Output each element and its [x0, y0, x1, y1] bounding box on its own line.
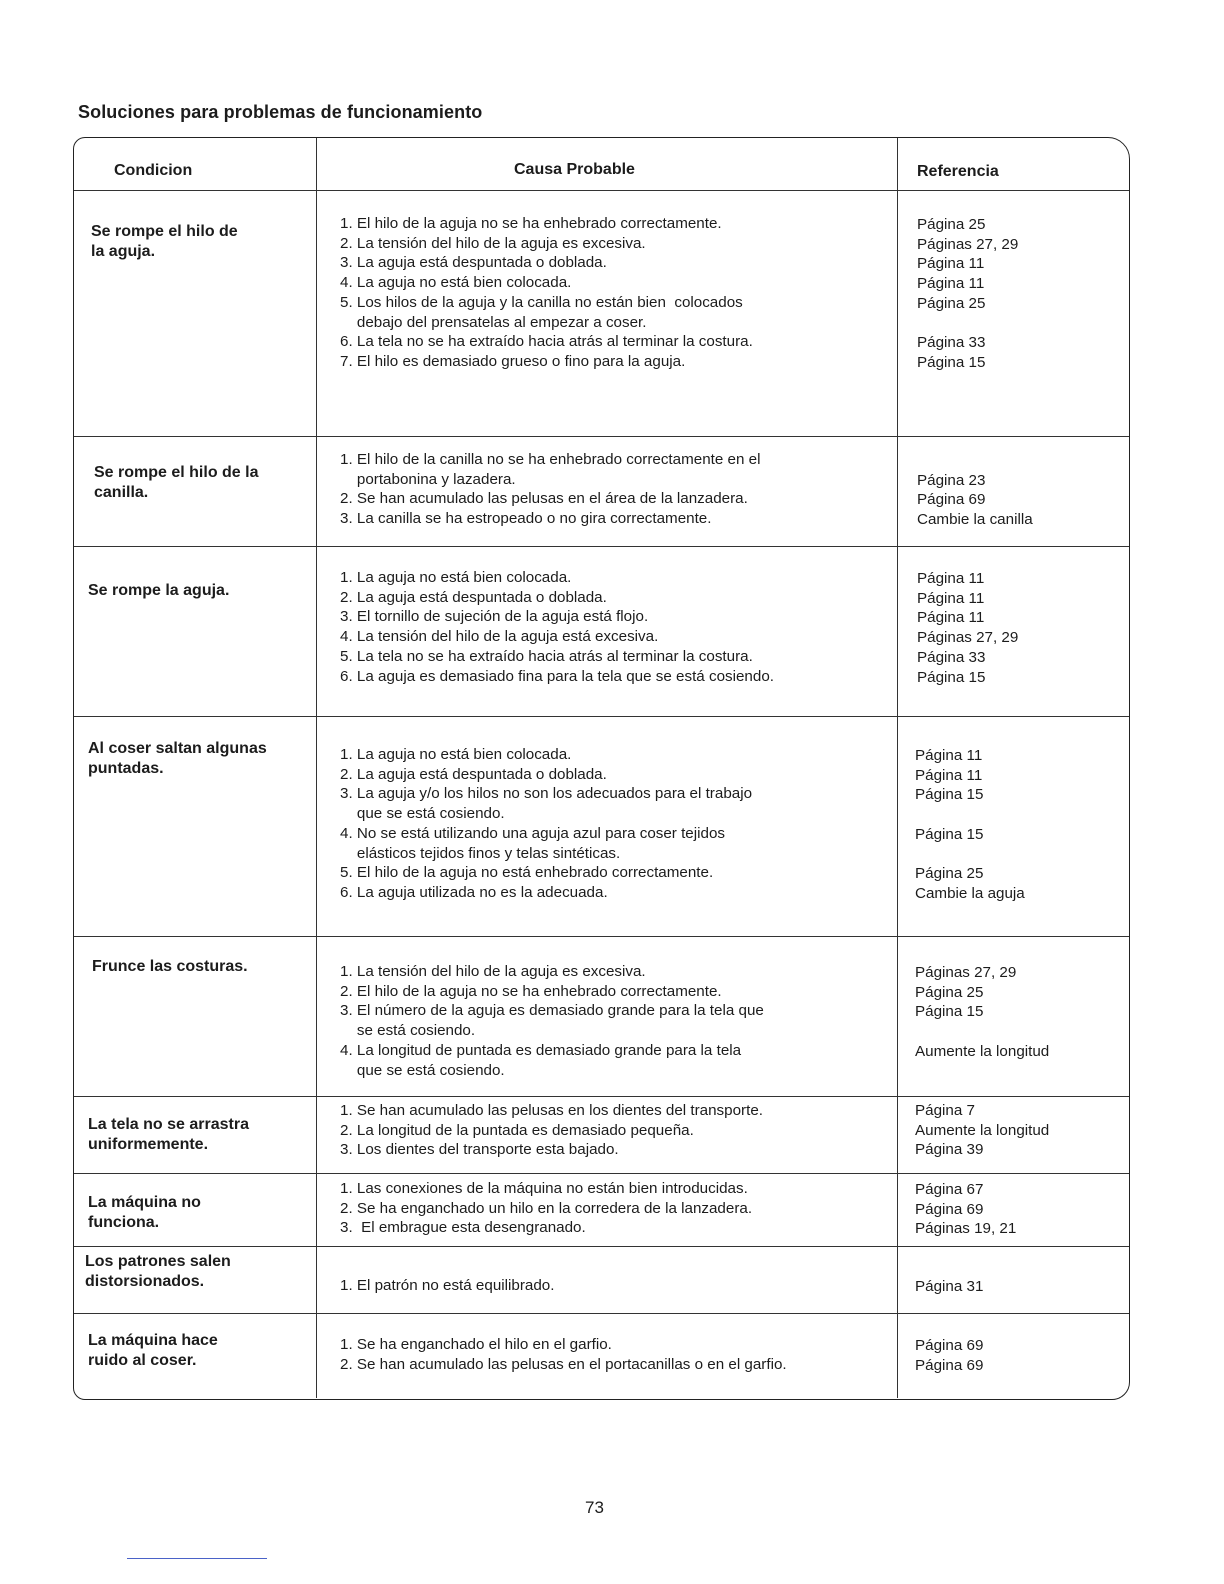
page-title: Soluciones para problemas de funcionamiento — [78, 102, 483, 122]
cause-item: se está cosiendo. — [340, 1022, 476, 1040]
column-divider — [897, 138, 898, 1398]
reference-item: Página 69 — [917, 491, 986, 509]
reference-item: Página 7 — [915, 1102, 975, 1119]
cause-list — [340, 1335, 787, 1374]
reference-item: Página 31 — [915, 1278, 984, 1295]
cause-item: 2. Se ha enganchado un hilo en la corredera de la lanzadera. — [340, 1199, 753, 1217]
cause-item: 1. Se ha enganchado el hilo en el garfio. — [340, 1336, 612, 1353]
cause-item: 1. La aguja no está bien colocada. — [340, 569, 572, 586]
reference-item: Aumente la longitud — [915, 1042, 1050, 1060]
condition-cell: Los patrones salen distorsionados. — [85, 1253, 231, 1290]
reference-list — [917, 215, 1018, 373]
reference-list — [915, 963, 1049, 1081]
reference-item: Página 11 — [917, 589, 985, 607]
reference-list — [917, 451, 1033, 530]
reference-item: Página 15 — [917, 668, 986, 686]
cause-item: 6. La aguja es demasiado fina para la tela que se está cosiendo. — [340, 667, 774, 685]
reference-item: Páginas 27, 29 — [917, 235, 1019, 253]
condition-cell: La máquina hace ruido al coser. — [88, 1332, 218, 1369]
reference-item: Página 23 — [917, 471, 986, 489]
reference-item: Aumente la longitud — [915, 1121, 1050, 1139]
reference-item: Página 11 — [917, 570, 985, 587]
reference-item: Página 15 — [917, 353, 986, 371]
cause-item: 1. Las conexiones de la máquina no están bien introducidas. — [340, 1180, 748, 1197]
condition-cell: Se rompe el hilo de la canilla. — [94, 464, 259, 501]
reference-item: Página 11 — [915, 766, 983, 784]
reference-item: Página 39 — [915, 1141, 984, 1159]
reference-item — [915, 805, 1025, 825]
cause-item: 1. El patrón no está equilibrado. — [340, 1277, 555, 1294]
reference-list — [915, 1277, 983, 1297]
condition-cell: Se rompe el hilo de la aguja. — [91, 223, 238, 260]
cause-item: 4. La longitud de puntada es demasiado grande para la tela — [340, 1041, 742, 1059]
cause-item: elásticos tejidos finos y telas sintéticas. — [340, 844, 621, 862]
reference-item: Página 67 — [915, 1181, 984, 1198]
cause-item: 6. La aguja utilizada no es la adecuada. — [340, 883, 608, 901]
cause-item: 3. La aguja y/o los hilos no son los adecuados para el trabajo — [340, 785, 753, 803]
row-divider — [74, 1173, 1129, 1174]
cause-item: 1. El hilo de la canilla no se ha enhebrado correctamente en el — [340, 451, 761, 468]
cause-item: 5. La tela no se ha extraído hacia atrás al terminar la costura. — [340, 647, 753, 665]
reference-item: Página 69 — [915, 1356, 984, 1374]
reference-item: Página 11 — [915, 747, 983, 764]
header-condition: Condicion — [114, 162, 193, 179]
row-divider — [74, 936, 1129, 937]
reference-item: Página 69 — [915, 1200, 984, 1218]
cause-item: 2. La tensión del hilo de la aguja es excesiva. — [340, 234, 646, 252]
row-divider — [74, 1096, 1129, 1097]
row-divider — [74, 546, 1129, 547]
row-divider — [74, 190, 1129, 191]
reference-item — [915, 1022, 1049, 1042]
reference-list — [917, 569, 1018, 687]
cause-list — [340, 962, 764, 1080]
row-divider — [74, 1246, 1129, 1247]
cause-item: 3. Los dientes del transporte esta bajado. — [340, 1141, 619, 1159]
reference-item: Página 15 — [915, 786, 984, 804]
reference-item: Página 25 — [917, 294, 986, 312]
cause-item: 2. La aguja está despuntada o doblada. — [340, 765, 607, 783]
reference-item: Página 25 — [915, 865, 984, 883]
cause-item: 1. El hilo de la aguja no se ha enhebrado correctamente. — [340, 215, 722, 232]
row-divider — [74, 716, 1129, 717]
cause-item: 3. El número de la aguja es demasiado grande para la tela que — [340, 1002, 764, 1020]
header-cause: Causa Probable — [514, 161, 635, 178]
cause-item: 7. El hilo es demasiado grueso o fino para la aguja. — [340, 352, 686, 370]
reference-item: Páginas 19, 21 — [915, 1220, 1017, 1238]
reference-list — [915, 1180, 1016, 1239]
cause-item: 1. La aguja no está bien colocada. — [340, 746, 572, 763]
cause-item: que se está cosiendo. — [340, 805, 505, 823]
page-number: 73 — [585, 1498, 604, 1517]
reference-list — [915, 1336, 983, 1375]
condition-cell: Al coser saltan algunas puntadas. — [88, 740, 267, 777]
cause-item: 3. El embrague esta desengranado. — [340, 1219, 586, 1237]
row-divider — [74, 1313, 1129, 1314]
reference-item: Página 11 — [917, 275, 985, 293]
cause-item: portabonina y lazadera. — [340, 470, 516, 488]
cause-list — [340, 1101, 763, 1160]
reference-item: Página 15 — [915, 1003, 984, 1021]
condition-cell: Se rompe la aguja. — [88, 582, 230, 599]
cause-item: 2. Se han acumulado las pelusas en el portacanillas o en el garfio. — [340, 1355, 787, 1373]
reference-item: Página 25 — [917, 216, 986, 233]
cause-item: 3. La aguja está despuntada o doblada. — [340, 254, 607, 272]
reference-item: Cambie la aguja — [915, 884, 1025, 902]
cause-list — [340, 745, 752, 903]
reference-item: Página 33 — [917, 334, 986, 352]
reference-item — [917, 314, 1018, 334]
cause-item: 4. La aguja no está bien colocada. — [340, 274, 572, 292]
reference-list — [915, 746, 1025, 904]
cause-item: 4. La tensión del hilo de la aguja está excesiva. — [340, 628, 659, 646]
cause-list — [340, 1179, 752, 1238]
cause-item: 3. El tornillo de sujeción de la aguja está flojo. — [340, 608, 649, 626]
reference-item: Página 15 — [915, 825, 984, 843]
reference-item: Página 25 — [915, 983, 984, 1001]
cause-item: 1. Se han acumulado las pelusas en los dientes del transporte. — [340, 1102, 763, 1119]
cause-item: 1. La tensión del hilo de la aguja es excesiva. — [340, 963, 646, 980]
cause-item: debajo del prensatelas al empezar a coser. — [340, 313, 647, 331]
row-divider — [74, 436, 1129, 437]
reference-item: Cambie la canilla — [917, 511, 1033, 529]
cause-item: 2. La longitud de la puntada es demasiado pequeña. — [340, 1121, 694, 1139]
condition-cell: Frunce las costuras. — [92, 958, 248, 975]
cause-item: 2. Se han acumulado las pelusas en el área de la lanzadera. — [340, 490, 748, 508]
reference-item — [915, 845, 1025, 865]
reference-item — [917, 451, 1033, 471]
condition-cell: La máquina no funciona. — [88, 1194, 201, 1231]
header-reference: Referencia — [917, 163, 999, 180]
reference-item: Páginas 27, 29 — [915, 964, 1017, 981]
reference-list — [915, 1101, 1049, 1160]
reference-item: Página 11 — [917, 255, 985, 273]
footer-rule — [127, 1558, 267, 1559]
reference-item: Página 69 — [915, 1337, 984, 1354]
reference-item: Páginas 27, 29 — [917, 629, 1019, 647]
reference-item: Página 11 — [917, 609, 985, 627]
cause-list — [340, 450, 760, 529]
cause-item: que se está cosiendo. — [340, 1061, 505, 1079]
cause-item: 4. No se está utilizando una aguja azul para coser tejidos — [340, 824, 725, 842]
cause-item: 3. La canilla se ha estropeado o no gira correctamente. — [340, 510, 712, 528]
column-divider — [316, 138, 317, 1398]
reference-item: Página 33 — [917, 648, 986, 666]
condition-cell: La tela no se arrastra uniformemente. — [88, 1116, 249, 1153]
cause-list — [340, 568, 774, 686]
cause-item: 5. Los hilos de la aguja y la canilla no están bien colocados — [340, 293, 743, 311]
cause-list — [340, 1276, 554, 1296]
cause-item: 2. La aguja está despuntada o doblada. — [340, 588, 607, 606]
cause-item: 6. La tela no se ha extraído hacia atrás al terminar la costura. — [340, 333, 753, 351]
cause-item: 5. El hilo de la aguja no está enhebrado correctamente. — [340, 864, 714, 882]
cause-item: 2. El hilo de la aguja no se ha enhebrado correctamente. — [340, 982, 722, 1000]
reference-item — [915, 1062, 1049, 1082]
cause-list — [340, 214, 753, 372]
